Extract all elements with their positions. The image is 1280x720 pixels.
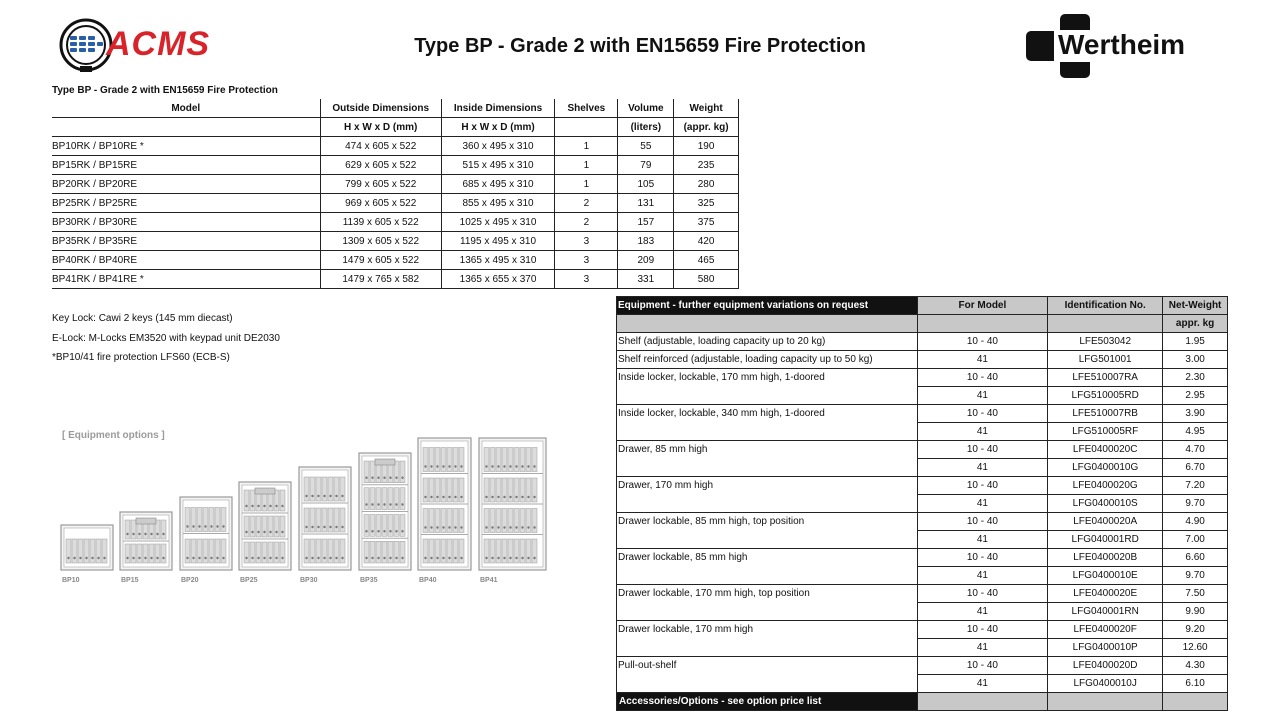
table-row (52, 194, 739, 213)
equip-net-weight: 2.95 (1163, 387, 1228, 405)
col-header-inside: Inside Dimensions (441, 99, 554, 118)
cell-inside: 1365 x 495 x 310 (441, 251, 554, 270)
safe-bp30 (299, 467, 351, 584)
equip-description: Shelf reinforced (adjustable, loading capacity up to 50 kg) (617, 351, 918, 369)
cell-model: BP30RK / BP30RE (52, 213, 320, 232)
subheader-inside: H x W x D (mm) (441, 118, 554, 137)
cell-volume: 79 (618, 156, 674, 175)
equip-footer-blank (1163, 693, 1228, 711)
equip-for-model: 41 (917, 459, 1048, 477)
equip-for-model: 10 - 40 (917, 657, 1048, 675)
cell-weight: 465 (674, 251, 739, 270)
equip-net-weight: 7.50 (1163, 585, 1228, 603)
cell-model: BP15RK / BP15RE (52, 156, 320, 175)
equip-net-weight: 4.30 (1163, 657, 1228, 675)
safe-bp41 (479, 438, 546, 584)
cell-outside: 1139 x 605 x 522 (320, 213, 441, 232)
cell-inside: 515 x 495 x 310 (441, 156, 554, 175)
cell-volume: 183 (618, 232, 674, 251)
equip-id-number: LFE503042 (1048, 333, 1163, 351)
table-row (617, 603, 1228, 621)
equip-net-weight: 9.70 (1163, 495, 1228, 513)
equip-for-model: 10 - 40 (917, 333, 1048, 351)
cell-volume: 55 (618, 137, 674, 156)
cell-model: BP35RK / BP35RE (52, 232, 320, 251)
equip-id-number: LFE0400020A (1048, 513, 1163, 531)
equip-header-id: Identification No. (1048, 297, 1163, 315)
equip-footer: Accessories/Options - see option price list (617, 693, 918, 711)
cell-outside: 969 x 605 x 522 (320, 194, 441, 213)
equip-net-weight: 4.95 (1163, 423, 1228, 441)
table-row (52, 213, 739, 232)
cell-volume: 105 (618, 175, 674, 194)
equip-net-weight: 7.00 (1163, 531, 1228, 549)
cell-weight: 375 (674, 213, 739, 232)
equip-description (617, 387, 918, 405)
cell-model: BP41RK / BP41RE * (52, 270, 320, 289)
equip-subheader-blank (917, 315, 1048, 333)
col-header-shelves: Shelves (555, 99, 618, 118)
cell-shelves: 3 (555, 232, 618, 251)
cell-inside: 1025 x 495 x 310 (441, 213, 554, 232)
equip-description: Drawer lockable, 85 mm high, top position (617, 513, 918, 531)
equip-id-number: LFE0400020F (1048, 621, 1163, 639)
equip-id-number: LFG0400010G (1048, 459, 1163, 477)
col-header-model: Model (52, 99, 320, 118)
equip-subheader-blank (617, 315, 918, 333)
cell-model: BP10RK / BP10RE * (52, 137, 320, 156)
subheader-weight: (appr. kg) (674, 118, 739, 137)
lock-notes (52, 309, 280, 368)
table-row (617, 657, 1228, 675)
equip-description (617, 423, 918, 441)
safe-bp40 (418, 438, 471, 584)
equip-description (617, 495, 918, 513)
equip-net-weight: 6.10 (1163, 675, 1228, 693)
equip-net-weight: 3.00 (1163, 351, 1228, 369)
equip-description (617, 531, 918, 549)
wertheim-logo-text: Wertheim (1058, 29, 1186, 60)
safe-label: BP25 (240, 577, 258, 584)
equip-header-for-model: For Model (917, 297, 1048, 315)
table-row (617, 405, 1228, 423)
equip-description: Drawer lockable, 85 mm high (617, 549, 918, 567)
equipment-options-illustration (56, 432, 556, 587)
table-row (617, 513, 1228, 531)
note-key-lock: Key Lock: Cawi 2 keys (145 mm diecast) (52, 313, 233, 324)
equip-id-number: LFE510007RA (1048, 369, 1163, 387)
equip-for-model: 41 (917, 351, 1048, 369)
equip-description (617, 675, 918, 693)
cell-outside: 1479 x 605 x 522 (320, 251, 441, 270)
safe-label: BP15 (121, 577, 139, 584)
safe-label: BP35 (360, 577, 378, 584)
cell-weight: 580 (674, 270, 739, 289)
cell-inside: 360 x 495 x 310 (441, 137, 554, 156)
equip-for-model: 41 (917, 603, 1048, 621)
equip-net-weight: 6.70 (1163, 459, 1228, 477)
equip-id-number: LFG040001RN (1048, 603, 1163, 621)
table-row (52, 156, 739, 175)
col-header-weight: Weight (674, 99, 739, 118)
models-table-body (52, 137, 739, 289)
equipment-table-body (617, 333, 1228, 693)
equip-id-number: LFG0400010S (1048, 495, 1163, 513)
equip-for-model: 10 - 40 (917, 405, 1048, 423)
table-row (617, 369, 1228, 387)
table-row (617, 351, 1228, 369)
cell-model: BP25RK / BP25RE (52, 194, 320, 213)
table-row (617, 549, 1228, 567)
subheader-volume: (liters) (618, 118, 674, 137)
equip-subheader-weight: appr. kg (1163, 315, 1228, 333)
table-row (617, 495, 1228, 513)
equip-footer-blank (917, 693, 1048, 711)
equip-description (617, 567, 918, 585)
cell-volume: 131 (618, 194, 674, 213)
cell-shelves: 3 (555, 251, 618, 270)
models-table (52, 99, 739, 289)
equip-for-model: 10 - 40 (917, 477, 1048, 495)
equip-net-weight: 4.70 (1163, 441, 1228, 459)
cell-outside: 799 x 605 x 522 (320, 175, 441, 194)
table-row (617, 639, 1228, 657)
equip-subheader-blank (1048, 315, 1163, 333)
equip-for-model: 41 (917, 567, 1048, 585)
equip-id-number: LFG510005RD (1048, 387, 1163, 405)
equip-id-number: LFG501001 (1048, 351, 1163, 369)
table-row (617, 675, 1228, 693)
table-row (52, 251, 739, 270)
table-row (52, 175, 739, 194)
safe-label: BP40 (419, 577, 437, 584)
cell-shelves: 2 (555, 194, 618, 213)
equip-id-number: LFE0400020D (1048, 657, 1163, 675)
col-header-volume: Volume (618, 99, 674, 118)
cell-inside: 1195 x 495 x 310 (441, 232, 554, 251)
cell-weight: 235 (674, 156, 739, 175)
table-row (617, 531, 1228, 549)
table-row (617, 477, 1228, 495)
equip-for-model: 10 - 40 (917, 441, 1048, 459)
safe-bp20 (180, 497, 232, 584)
equip-for-model: 10 - 40 (917, 549, 1048, 567)
equip-description: Drawer, 170 mm high (617, 477, 918, 495)
subheader-outside: H x W x D (mm) (320, 118, 441, 137)
equip-id-number: LFE510007RB (1048, 405, 1163, 423)
safe-label: BP20 (181, 577, 199, 584)
cell-shelves: 1 (555, 175, 618, 194)
equip-description: Shelf (adjustable, loading capacity up to 20 kg) (617, 333, 918, 351)
equip-id-number: LFG0400010E (1048, 567, 1163, 585)
equip-net-weight: 4.90 (1163, 513, 1228, 531)
safe-label: BP41 (480, 577, 498, 584)
equip-for-model: 41 (917, 423, 1048, 441)
equip-for-model: 10 - 40 (917, 513, 1048, 531)
safe-label: BP30 (300, 577, 318, 584)
subheader-shelves (555, 118, 618, 137)
cell-weight: 190 (674, 137, 739, 156)
equip-header-equipment: Equipment - further equipment variations on request (617, 297, 918, 315)
table-row (617, 387, 1228, 405)
col-header-outside: Outside Dimensions (320, 99, 441, 118)
cell-shelves: 1 (555, 137, 618, 156)
cell-model: BP40RK / BP40RE (52, 251, 320, 270)
cell-outside: 1479 x 765 x 582 (320, 270, 441, 289)
table-row (617, 621, 1228, 639)
equip-net-weight: 9.70 (1163, 567, 1228, 585)
equip-for-model: 41 (917, 639, 1048, 657)
equip-for-model: 41 (917, 675, 1048, 693)
cell-weight: 420 (674, 232, 739, 251)
note-e-lock: E-Lock: M-Locks EM3520 with keypad unit DE2030 (52, 332, 280, 344)
equip-footer-blank (1048, 693, 1163, 711)
cell-shelves: 1 (555, 156, 618, 175)
equip-for-model: 41 (917, 531, 1048, 549)
equip-for-model: 41 (917, 495, 1048, 513)
equip-net-weight: 7.20 (1163, 477, 1228, 495)
note-fire-protection: *BP10/41 fire protection LFS60 (ECB-S) (52, 352, 230, 363)
equip-id-number: LFE0400020C (1048, 441, 1163, 459)
equip-net-weight: 9.90 (1163, 603, 1228, 621)
cell-weight: 280 (674, 175, 739, 194)
cell-outside: 1309 x 605 x 522 (320, 232, 441, 251)
equip-description: Drawer lockable, 170 mm high, top position (617, 585, 918, 603)
cell-weight: 325 (674, 194, 739, 213)
equip-net-weight: 2.30 (1163, 369, 1228, 387)
page-title: Type BP - Grade 2 with EN15659 Fire Protection (414, 35, 866, 57)
acms-logo-text: ACMS (106, 25, 211, 63)
cell-shelves: 2 (555, 213, 618, 232)
equip-id-number: LFG0400010P (1048, 639, 1163, 657)
table-row (617, 567, 1228, 585)
cell-volume: 331 (618, 270, 674, 289)
cell-volume: 209 (618, 251, 674, 270)
models-table-caption: Type BP - Grade 2 with EN15659 Fire Protection (52, 85, 278, 96)
equip-id-number: LFE0400020G (1048, 477, 1163, 495)
table-row (52, 270, 739, 289)
equip-net-weight: 6.60 (1163, 549, 1228, 567)
equip-description (617, 459, 918, 477)
equip-description: Inside locker, lockable, 340 mm high, 1-doored (617, 405, 918, 423)
equip-description: Inside locker, lockable, 170 mm high, 1-doored (617, 369, 918, 387)
table-row (617, 441, 1228, 459)
table-row (617, 585, 1228, 603)
cell-volume: 157 (618, 213, 674, 232)
equip-id-number: LFG0400010J (1048, 675, 1163, 693)
cell-outside: 629 x 605 x 522 (320, 156, 441, 175)
cell-outside: 474 x 605 x 522 (320, 137, 441, 156)
table-row (617, 333, 1228, 351)
equip-header-weight: Net-Weight (1163, 297, 1228, 315)
table-row (52, 137, 739, 156)
equip-net-weight: 1.95 (1163, 333, 1228, 351)
equip-for-model: 10 - 40 (917, 621, 1048, 639)
equip-id-number: LFE0400020B (1048, 549, 1163, 567)
equip-description (617, 603, 918, 621)
equip-for-model: 10 - 40 (917, 369, 1048, 387)
cell-inside: 855 x 495 x 310 (441, 194, 554, 213)
equip-for-model: 10 - 40 (917, 585, 1048, 603)
equip-description: Drawer lockable, 170 mm high (617, 621, 918, 639)
equip-id-number: LFG040001RD (1048, 531, 1163, 549)
equip-id-number: LFE0400020E (1048, 585, 1163, 603)
safe-bp15 (120, 512, 172, 584)
cell-inside: 1365 x 655 x 370 (441, 270, 554, 289)
equip-net-weight: 3.90 (1163, 405, 1228, 423)
equipment-options-label: [ Equipment options ] (62, 430, 165, 441)
equip-description (617, 639, 918, 657)
cell-shelves: 3 (555, 270, 618, 289)
equipment-table (616, 296, 1228, 711)
table-row (52, 232, 739, 251)
equip-description: Pull-out-shelf (617, 657, 918, 675)
table-row (617, 459, 1228, 477)
subheader-model (52, 118, 320, 137)
equip-id-number: LFG510005RF (1048, 423, 1163, 441)
safe-bp10 (61, 525, 113, 584)
safe-bp25 (239, 482, 291, 584)
equip-net-weight: 12.60 (1163, 639, 1228, 657)
table-row (617, 423, 1228, 441)
cell-inside: 685 x 495 x 310 (441, 175, 554, 194)
equip-net-weight: 9.20 (1163, 621, 1228, 639)
equip-description: Drawer, 85 mm high (617, 441, 918, 459)
safe-label: BP10 (62, 577, 80, 584)
safe-bp35 (359, 453, 411, 584)
cell-model: BP20RK / BP20RE (52, 175, 320, 194)
equip-for-model: 41 (917, 387, 1048, 405)
